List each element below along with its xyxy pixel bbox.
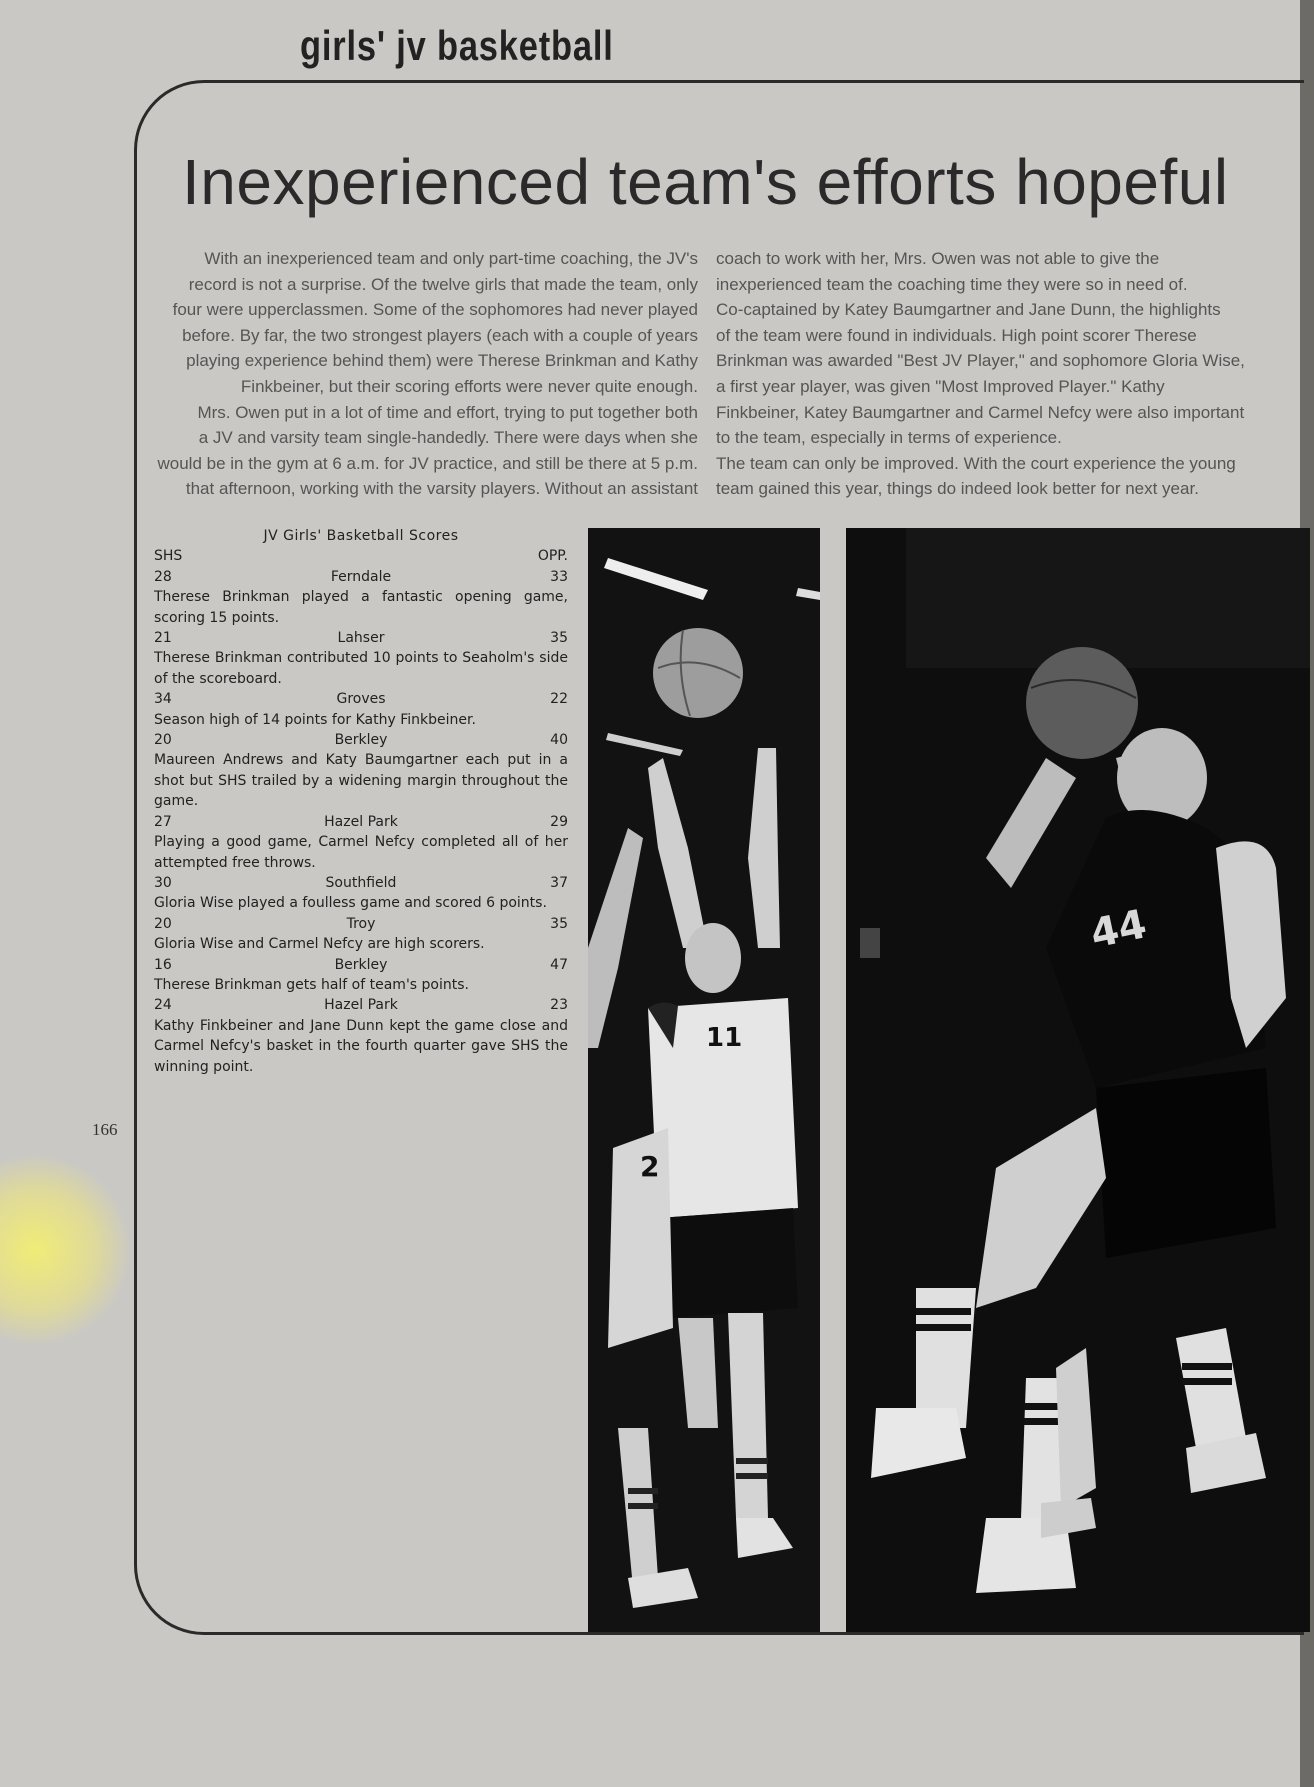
score-opponent: Ferndale (330, 568, 392, 585)
article-line: that afternoon, working with the varsity players. Without an assistant (185, 479, 698, 499)
photo-player-shooting (588, 528, 820, 1632)
article-line: coach to work with her, Mrs. Owen was not able to give the (716, 249, 1160, 268)
score-note: Season high of 14 points for Kathy Finkbeiner. (154, 711, 476, 728)
score-opp: 23 (550, 997, 568, 1014)
score-shs: 30 (154, 874, 172, 891)
score-opp: 35 (550, 915, 568, 932)
score-shs: 21 (154, 630, 172, 647)
article-line: Mrs. Owen put in a lot of time and effort, trying to put together both (197, 402, 698, 422)
article-line: record is not a surprise. Of the twelve girls that made the team, only (188, 274, 698, 294)
score-opponent: Hazel Park (324, 997, 398, 1014)
scores-header-opp: OPP. (537, 548, 568, 565)
score-row (154, 873, 568, 893)
headline: Inexperienced team's efforts hopeful (182, 146, 1229, 218)
page-number: 166 (92, 1120, 118, 1139)
article-line: a JV and varsity team single-handedly. There were days when she (198, 428, 698, 448)
article-line: Finkbeiner, but their scoring efforts were never quite enough. (240, 376, 698, 396)
score-note: Therese Brinkman contributed 10 points to Seaholm's side of the scoreboard. (154, 650, 568, 687)
article-line: inexperienced team the coaching time they were so in need of. (716, 274, 1188, 294)
article-line: before. By far, the two strongest players (each with a couple of years (182, 325, 698, 345)
photo-player-jumping (846, 528, 1310, 1632)
scores-title: JV Girls' Basketball Scores (263, 528, 459, 544)
score-opponent: Lahser (337, 630, 385, 647)
article-line: four were upperclassmen. Some of the sophomores had never played (172, 300, 698, 320)
section-title: girls' jv basketball (300, 22, 614, 69)
score-shs: 16 (154, 956, 172, 973)
score-shs: 34 (154, 691, 172, 708)
article-line: a first year player, was given "Most Improved Player." Kathy (716, 376, 1165, 396)
article-column-left (136, 246, 698, 502)
article-line: Finkbeiner, Katey Baumgartner and Carmel Nefcy were also important (716, 402, 1245, 422)
score-row (154, 730, 568, 750)
score-opponent: Southfield (325, 874, 397, 891)
light-flare (0, 1155, 130, 1345)
score-opp: 29 (550, 813, 568, 830)
article-line: playing experience behind them) were Therese Brinkman and Kathy (186, 351, 698, 371)
score-row (154, 628, 568, 648)
score-shs: 27 (154, 813, 172, 830)
left-jersey-number: 11 (706, 1023, 743, 1053)
article-line: would be in the gym at 6 a.m. for JV practice, and still be there at 5 p.m. (157, 453, 698, 473)
article-line: to the team, especially in terms of experience. (716, 428, 1062, 448)
score-opp: 47 (550, 956, 568, 973)
score-opponent: Berkley (334, 732, 388, 749)
score-note: Therese Brinkman gets half of team's points. (154, 976, 469, 993)
scores-header (154, 546, 568, 566)
score-opp: 40 (550, 732, 568, 749)
article-line: team gained this year, things do indeed look better for next year. (716, 479, 1199, 499)
article-line: Brinkman was awarded "Best JV Player," and sophomore Gloria Wise, (716, 351, 1245, 371)
score-row (154, 567, 568, 587)
article-column-right (716, 246, 1286, 502)
scores-list (154, 567, 568, 1077)
left-back-jersey-number: 2 (640, 1150, 660, 1183)
score-shs: 24 (154, 997, 172, 1014)
score-row (154, 812, 568, 832)
score-note: Kathy Finkbeiner and Jane Dunn kept the game close and Carmel Nefcy's basket in the fourth quarter gave SHS the winning point. (154, 1017, 568, 1075)
score-shs: 28 (154, 568, 172, 585)
score-opponent: Groves (336, 691, 386, 708)
score-row (154, 689, 568, 709)
article-line: The team can only be improved. With the court experience the young (716, 453, 1236, 473)
scores-header-shs: SHS (154, 548, 183, 565)
score-note: Gloria Wise and Carmel Nefcy are high scorers. (154, 936, 485, 953)
score-opponent: Hazel Park (324, 813, 398, 830)
score-opp: 22 (550, 691, 568, 708)
score-note: Maureen Andrews and Katy Baumgartner each put in a shot but SHS trailed by a widening margin throughout the game. (154, 752, 568, 810)
score-note: Therese Brinkman played a fantastic opening game, scoring 15 points. (154, 589, 568, 626)
article-line: Co-captained by Katey Baumgartner and Jane Dunn, the highlights (716, 300, 1221, 320)
score-shs: 20 (154, 732, 172, 749)
score-opp: 37 (550, 874, 568, 891)
score-note: Playing a good game, Carmel Nefcy completed all of her attempted free throws. (154, 834, 568, 871)
score-opponent: Berkley (334, 956, 388, 973)
article-line: of the team were found in individuals. High point scorer Therese (716, 325, 1197, 345)
score-row (154, 995, 568, 1015)
score-opp: 33 (550, 568, 568, 585)
score-opp: 35 (550, 630, 568, 647)
right-jersey-number: 44 (1086, 901, 1151, 958)
score-row (154, 955, 568, 975)
scores-box (154, 526, 568, 1077)
score-row (154, 914, 568, 934)
article-line: With an inexperienced team and only part-time coaching, the JV's (204, 249, 698, 268)
score-note: Gloria Wise played a foulless game and scored 6 points. (154, 895, 547, 912)
score-shs: 20 (154, 915, 172, 932)
score-opponent: Troy (346, 915, 376, 932)
